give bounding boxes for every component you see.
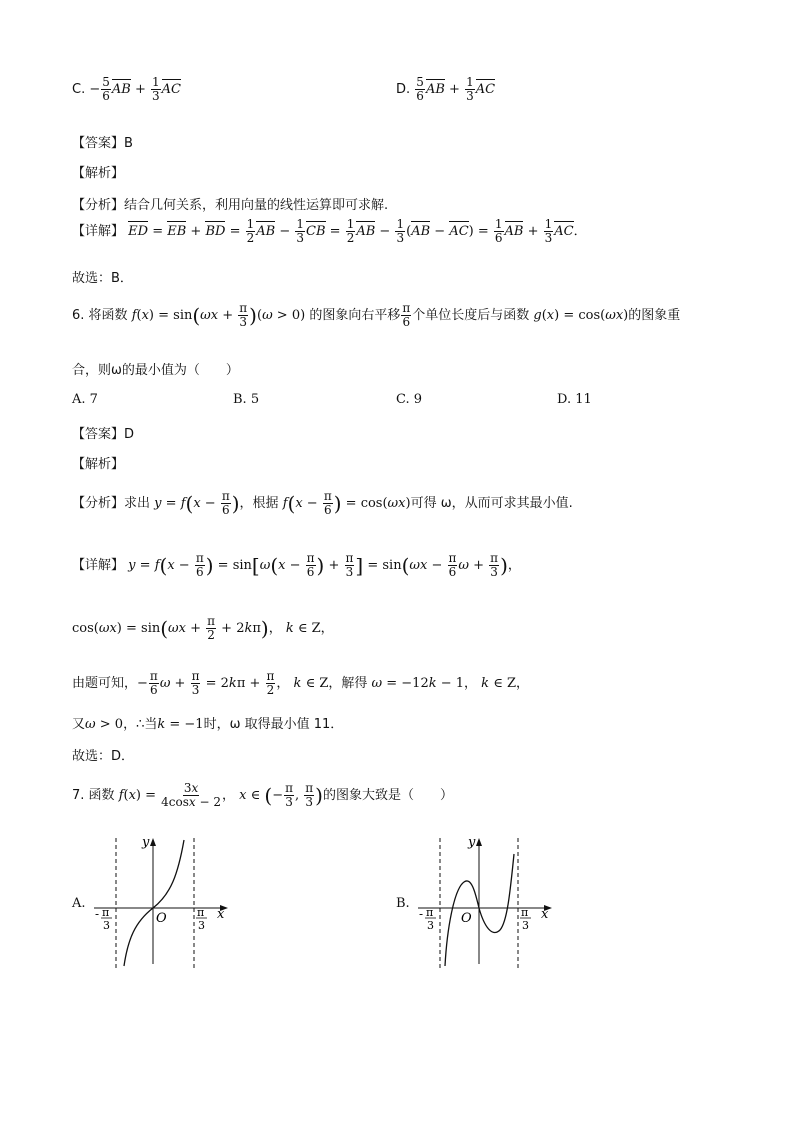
q6-detail-tag: 【详解】: [72, 558, 125, 573]
q6-detail-line2: cos(ωx) = sin(ωx + $\frac{\pi}{2}$ + 2kπ)， k ∈ Z，: [72, 614, 334, 642]
q5-analysis-tag: 【解析】: [72, 166, 125, 181]
q7-stem: 7. 函数 f(x) = $\frac{3x}{4\cos x - 2}$ ， x ∈ (− $\frac{\pi}{3}$ , $\frac{\pi}{3}$ )的图象大致是（ ）: [72, 781, 453, 809]
neg-three: 3: [103, 919, 110, 932]
y-label: y: [468, 835, 476, 850]
q6-you: 又: [72, 717, 86, 732]
q6-analysis-tag: 【解析】: [72, 457, 125, 472]
q6-fenxi-mid: ，根据: [239, 496, 279, 511]
q6-you-c: 时，ω 取得最小值 11．: [203, 717, 344, 732]
neg-pi: π: [102, 906, 110, 919]
q6-fenxi: 【分析】求出 y = f(x − $\frac{\pi}{6}$ )，根据 f(x − $\frac{\pi}{6}$ ) = cos(ωx)可得 ω，从而可求其最小值.: [72, 489, 573, 517]
pos-pi: π: [197, 906, 205, 919]
curve-a: [124, 840, 184, 966]
q6-answer: 【答案】D: [72, 427, 135, 442]
pos-three: 3: [522, 919, 529, 932]
graph-a: [90, 834, 240, 970]
q6-fenxi-end: 可得 ω，从而可求其最小值.: [410, 496, 573, 511]
q6-stem-line1: 6. 将函数 f(x) = sin(ωx + $\frac{\pi}{3}$ )(ω > 0) 的图象向右平移 $\frac{\pi}{6}$ 个单位长度后与函数 g(x) = cos(ωx)的图象重: [72, 301, 681, 329]
graph-a-label: A.: [72, 896, 86, 911]
q6-detail-line4: 又ω > 0，∴当k = −1时，ω 取得最小值 11．: [72, 717, 344, 732]
q6-option-b: B. 5: [233, 392, 260, 407]
q6-text-mid2: 个单位长度后与函数: [412, 308, 530, 323]
q5-conclusion: 故选：B．: [72, 271, 133, 286]
q6-fenxi-tag: 【分析】求出: [72, 496, 151, 511]
q5-detail: 【详解】 ED = EB + BD = $\frac{1}{2}$ AB − $\frac{1}{3}$ CB = $\frac{1}{2}$ AB − $\frac{1}{3}$ (AB − AC) = $\frac{1}{6}$ AB + $\frac{1}{3}$ AC．: [72, 217, 587, 245]
graph-b: [414, 834, 564, 970]
q6-youti-a: 由题可知，: [72, 676, 138, 691]
pos-pi: π: [521, 906, 529, 919]
option-c-label: C.: [72, 82, 86, 97]
q6-text-end: 的图象重: [628, 308, 681, 323]
y-label: y: [142, 835, 150, 850]
y-arrow-icon: [150, 838, 156, 846]
q6-text-mid: 的图象向右平移: [309, 308, 401, 323]
origin-label: O: [156, 911, 167, 926]
q5-fenxi: 【分析】结合几何关系，利用向量的线性运算即可求解.: [72, 198, 389, 213]
q6-number: 6. 将函数: [72, 308, 128, 323]
q6-option-c: C. 9: [396, 392, 423, 407]
x-label: x: [541, 907, 549, 922]
q6-youti-b: ，解得: [328, 676, 368, 691]
q6-conclusion: 故选：D．: [72, 749, 135, 764]
q6-detail-line1: 【详解】 y = f(x − $\frac{\pi}{6}$ ) = sin[ω(x − $\frac{\pi}{6}$ ) + $\frac{\pi}{3}$ ] = sin(ωx − $\frac{\pi}{6}$ ω + $\frac{\pi}{3}$ )，: [72, 551, 521, 579]
q6-option-d: D. 11: [557, 392, 592, 407]
q7-text-end: 的图象大致是（ ）: [322, 788, 453, 803]
q6-option-a: A. 7: [72, 392, 98, 407]
neg-sign: -: [95, 907, 100, 921]
q6-you-b: ，∴当: [123, 717, 158, 732]
option-c: C. − $\frac{5}{6}$ AB + $\frac{1}{3}$ AC: [72, 75, 182, 103]
origin-label: O: [461, 911, 472, 926]
q6-detail-line3: 由题可知，− $\frac{\pi}{6}$ ω + $\frac{\pi}{3}$ = 2kπ + $\frac{\pi}{2}$ ， k ∈ Z，解得 ω = −12k − 1， k ∈ Z，: [72, 669, 529, 697]
q5-answer: 【答案】B: [72, 136, 133, 151]
q7-number: 7. 函数: [72, 788, 115, 803]
neg-three: 3: [427, 919, 434, 932]
option-d-label: D.: [396, 82, 411, 97]
q5-detail-tag: 【详解】: [72, 224, 125, 239]
pos-three: 3: [198, 919, 205, 932]
y-arrow-icon: [476, 838, 482, 846]
graph-b-label: B.: [396, 896, 410, 911]
neg-pi: π: [426, 906, 434, 919]
neg-sign: -: [419, 907, 424, 921]
x-label: x: [217, 907, 225, 922]
option-d: D. $\frac{5}{6}$ AB + $\frac{1}{3}$ AC: [396, 75, 496, 103]
q6-stem-line2: 合，则ω的最小值为（ ）: [72, 363, 239, 378]
